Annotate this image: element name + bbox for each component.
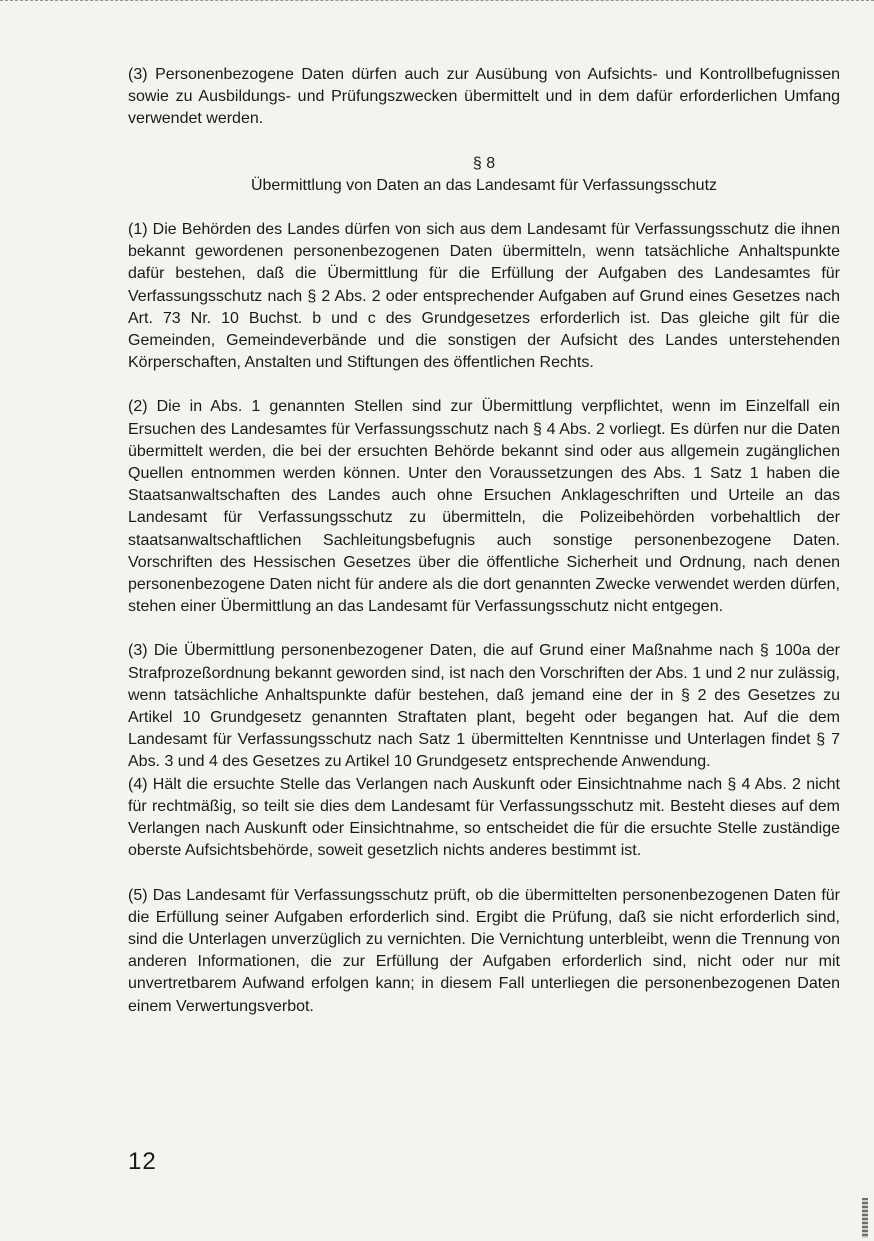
document-page — [128, 64, 840, 1018]
scan-edge-mark — [862, 1198, 868, 1238]
paragraph-4: (4) Hält die ersuchte Stelle das Verlangen nach Auskunft oder Einsichtnahme nach § 4 Abs. 2 nicht für rechtmäßig, so teilt sie dies dem Landesamt für Verfassungsschutz mit. Besteht dieses auf dem Verlangen nach Auskunft oder Einsichtnahme, so entscheidet die für die ersuchte Stelle zuständige oberste Aufsichtsbehörde, soweit gesetzlich nichts anderes bestimmt ist. — [128, 775, 840, 860]
paragraph-3: (3) Die Übermittlung personenbezogener Daten, die auf Grund einer Maßnahme nach § 100a der Strafprozeßordnung bekannt geworden sind, ist nach den Vorschriften der Abs. 1 und 2 nur zulässig, wenn tatsächliche Anhaltspunkte dafür bestehen, daß jemand eine der in § 2 des Gesetzes zu Artikel 10 Grundgesetz genannten Straftaten plant, begeht oder begangen hat. Auf die dem Landesamt für Verfassungsschutz nach Satz 1 übermittelten Kenntnisse und Unterlagen findet § 7 Abs. 3 und 4 des Gesetzes zu Artikel 10 Grundgesetz entsprechende Anwendung. — [128, 642, 840, 771]
section-title: Übermittlung von Daten an das Landesamt für Verfassungsschutz — [250, 176, 718, 194]
section-number: § 8 — [472, 154, 496, 172]
paragraph-previous-3: (3) Personenbezogene Daten dürfen auch zur Ausübung von Aufsichts- und Kontrollbefugnissen sowie zu Ausbildungs- und Prüfungszwecken übermittelt und in dem dafür erforderlichen Umfang verwendet werden. — [128, 66, 840, 128]
scan-top-border — [0, 0, 874, 4]
page-number: 12 — [128, 1148, 157, 1175]
paragraph-1: (1) Die Behörden des Landes dürfen von sich aus dem Landesamt für Verfassungsschutz die ihnen bekannt gewordenen personenbezogenen Daten übermitteln, wenn tatsächliche Anhaltspunkte dafür bestehen, daß die Übermittlung für die Erfüllung der Aufgaben des Landesamtes für Verfassungsschutz nach § 2 Abs. 2 oder entsprechender Aufgaben auf Grund eines Gesetzes nach Art. 73 Nr. 10 Buchst. b und c des Grundgesetzes erforderlich ist. Das gleiche gilt für die Gemeinden, Gemeindeverbände und die sonstigen der Aufsicht des Landes unterstehenden Körperschaften, Anstalten und Stiftungen des öffentlichen Rechts. — [128, 221, 840, 372]
paragraph-5: (5) Das Landesamt für Verfassungsschutz prüft, ob die übermittelten personenbezogenen Daten für die Erfüllung seiner Aufgaben erforderlich sind. Ergibt die Prüfung, daß sie nicht erforderlich sind, sind die Unterlagen unverzüglich zu vernichten. Die Vernichtung unterbleibt, wenn die Trennung von anderen Informationen, die zur Erfüllung der Aufgaben erforderlich sind, nicht oder nur mit unvertretbarem Aufwand erfolgen kann; in diesem Fall unterliegen die personenbezogenen Daten einem Verwertungsverbot. — [128, 886, 840, 1015]
paragraph-2: (2) Die in Abs. 1 genannten Stellen sind zur Übermittlung verpflichtet, wenn im Einzelfall ein Ersuchen des Landesamtes für Verfassungsschutz nach § 4 Abs. 2 vorliegt. Es dürfen nur die Daten übermittelt werden, die bei der ersuchten Behörde bekannt sind oder aus allgemein zugänglichen Quellen entnommen werden können. Unter den Voraussetzungen des Abs. 1 Satz 1 haben die Staatsanwaltschaften des Landes auch ohne Ersuchen Anklageschriften und Urteile an das Landesamt für Verfassungsschutz zu übermitteln, die Polizeibehörden vorbehaltlich der staatsanwaltschaftlichen Sachleitungsbefugnis auch sonstige personenbezogene Daten. Vorschriften des Hessischen Gesetzes über die öffentliche Sicherheit und Ordnung, nach denen personenbezogene Daten nicht für andere als die dort genannten Zwecke verwendet werden dürfen, stehen einer Übermittlung an das Landesamt für Verfassungsschutz nicht entgegen. — [128, 398, 840, 616]
